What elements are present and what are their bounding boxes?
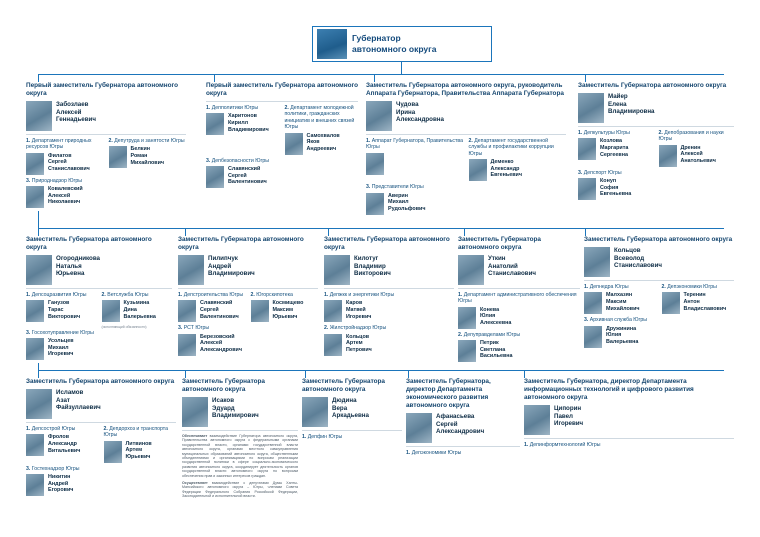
connector-drop-2-2	[185, 228, 186, 236]
person-name: Кузьмина Дина Валерьевна	[123, 300, 156, 320]
connector-bus-1	[38, 74, 724, 75]
deputy-card[interactable]	[324, 236, 454, 359]
divider	[302, 430, 402, 431]
divider	[584, 280, 734, 281]
person-name: Космищево Максим Юрьевич	[272, 300, 304, 320]
card-title: Заместитель Губернатора, директор Департамента экономического развития автономного округа	[406, 378, 491, 409]
person-name: Чудова Ирина Александровна	[396, 101, 444, 124]
person[interactable]	[26, 153, 104, 175]
person[interactable]	[206, 166, 358, 188]
person[interactable]	[102, 300, 173, 322]
card-title: Заместитель Губернатора автономного округа	[182, 378, 265, 393]
connector-drop-3-2	[185, 370, 186, 378]
department-label[interactable]: 3. Гостехнадзор Югры	[26, 465, 80, 472]
department-column	[469, 138, 567, 184]
department-label[interactable]: 3. Депспорт Югры	[578, 169, 622, 176]
person-photo	[366, 153, 384, 175]
person-name: Фролов Александр Витальевич	[48, 434, 81, 454]
person-photo	[578, 178, 596, 200]
deputy-card[interactable]	[302, 378, 402, 442]
department-label[interactable]: 3. Госохотуправление Югры	[26, 329, 94, 336]
person-name: Теренин Антон Владиславович	[683, 292, 727, 312]
department-columns	[584, 284, 734, 317]
person-photo	[26, 186, 44, 208]
department-column	[578, 130, 654, 170]
governor-title-line1: Губернатор	[352, 33, 401, 43]
department-column	[406, 450, 520, 456]
connector-trunk	[401, 62, 402, 74]
department-column	[109, 138, 187, 178]
department-column	[285, 105, 359, 158]
divider	[26, 288, 172, 289]
person[interactable]	[458, 255, 580, 285]
person-name: Килотуг Владимир Викторович	[354, 255, 391, 278]
person[interactable]	[178, 334, 318, 356]
department-label[interactable]: 1. Депсострой Югры	[26, 426, 76, 432]
department-column	[302, 434, 402, 440]
department-column	[458, 292, 580, 329]
deputy-card[interactable]	[182, 378, 298, 499]
person-photo	[662, 292, 680, 314]
card-title: Заместитель Губернатора автономного округа	[458, 236, 541, 251]
card-note-2: Осуществляет взаимодействие с депутатами Думы Ханты-Мансийского автономного округа – Югры, членами Совета Федерации Федерального Собрания Российской Федерации, Законодательной и исполнительной власти.	[182, 481, 298, 499]
department-column	[102, 292, 173, 330]
deputy-card[interactable]	[206, 82, 358, 191]
department-column	[26, 178, 186, 208]
person[interactable]	[524, 405, 734, 435]
person-photo	[458, 307, 476, 329]
department-label[interactable]: 1. Департамент административного обеспечения Югры	[458, 292, 577, 305]
person-photo	[469, 159, 487, 181]
department-column	[366, 184, 566, 214]
person[interactable]	[285, 133, 359, 155]
card-title: Заместитель Губернатора, директор Департамента информационных технологий и цифрового развития автономного округа	[524, 378, 694, 401]
department-label[interactable]: 1. Депжкк и энергетики Югры	[324, 292, 395, 298]
person-name: Конева Юлия Алексеевна	[480, 306, 512, 326]
person-photo	[251, 300, 269, 322]
deputy-card[interactable]	[178, 236, 318, 359]
person-photo	[26, 153, 44, 175]
card-title: Заместитель Губернатора автономного округа	[578, 82, 727, 89]
person[interactable]	[206, 113, 280, 135]
person[interactable]	[458, 340, 580, 362]
person[interactable]	[324, 255, 454, 285]
person-photo	[102, 300, 120, 322]
person-photo	[659, 145, 677, 167]
deputy-card[interactable]	[26, 82, 186, 211]
connector-drop-3-5	[524, 370, 525, 378]
person-photo	[26, 434, 44, 456]
department-column	[458, 332, 580, 362]
person[interactable]	[302, 397, 402, 427]
card-title: Заместитель Губернатора автономного округа	[324, 236, 450, 251]
person-name: Славянский Сергей Валентинович	[228, 166, 267, 186]
connector-drop-3-3	[305, 370, 306, 378]
deputy-card[interactable]	[524, 378, 734, 450]
person[interactable]	[26, 300, 97, 322]
person-photo	[406, 413, 432, 443]
department-columns	[26, 138, 186, 178]
person[interactable]	[366, 193, 566, 215]
person-name: Березовский Алексей Александрович	[200, 333, 242, 353]
person-photo	[324, 300, 342, 322]
connector-drop-3-4	[408, 370, 409, 378]
department-label[interactable]: 2. Югорскипотека	[250, 292, 293, 298]
department-label[interactable]: 2. Депэкономики Югры	[661, 284, 717, 290]
department-label[interactable]: 2. Жилстройнадзор Югры	[324, 325, 387, 332]
department-label[interactable]: 2. Депобразования и науки Югры	[658, 130, 724, 143]
person-photo	[26, 300, 44, 322]
department-label[interactable]: 3. Природнадзор Югры	[26, 177, 83, 184]
person[interactable]	[26, 255, 172, 285]
person[interactable]	[578, 138, 654, 160]
person-name: Аверин Михаил Рудольфович	[388, 192, 426, 212]
department-column	[26, 466, 176, 496]
person-photo	[366, 193, 384, 215]
person-name: Самохвалов Яков Андреевич	[306, 132, 340, 152]
person-name: Козлова Маргарита Сергеевна	[600, 138, 629, 158]
person-photo	[26, 101, 52, 131]
governor-title	[352, 33, 436, 55]
department-column	[251, 292, 319, 325]
department-columns	[178, 292, 318, 325]
person-name: Никитин Андрей Егорович	[48, 474, 74, 494]
person-photo	[458, 340, 476, 362]
divider	[182, 430, 298, 431]
department-label[interactable]: 2. Ветслужба Югры	[101, 292, 149, 298]
card-note: Обеспечивает взаимодействие Губернатора автономного округа, Правительства автономного округа с федеральными органами государственной власти, органами государственной власти автономного округа, органами местного самоуправления муниципальных образований автономного округа, общественными объединениями и организациями по вопросам реализации государственной политики в сфере социально-экономического развития автономного округа, координирует деятельность органов государственной власти автономного округа по вопросам обеспечения прав и законных интересов граждан.	[182, 434, 298, 478]
person[interactable]	[26, 389, 176, 419]
person-photo	[584, 326, 602, 348]
department-column	[366, 138, 464, 184]
person[interactable]	[26, 101, 186, 131]
department-label[interactable]: 1. Депэкономики Югры	[406, 450, 462, 456]
department-label[interactable]: 2. Департамент молодежной политики, гражданских инициатив и внешних связей Югры	[284, 105, 355, 131]
department-columns	[26, 292, 172, 330]
department-column	[178, 292, 246, 325]
person-name: Малхазян Максим Михайлович	[606, 292, 640, 312]
department-column	[324, 325, 454, 355]
person[interactable]	[178, 300, 246, 322]
person[interactable]	[366, 153, 464, 175]
person[interactable]	[182, 397, 298, 427]
person-photo	[285, 133, 303, 155]
department-columns	[206, 105, 358, 158]
person-name: Каров Матвей Игоревич	[346, 300, 372, 320]
department-label[interactable]: 1. Депстроительства Югры	[178, 292, 244, 298]
person-photo	[26, 255, 52, 285]
person-photo	[26, 389, 52, 419]
department-label[interactable]: 3. Представители Югры	[366, 184, 424, 191]
deputy-card[interactable]	[458, 236, 580, 365]
person-photo	[366, 101, 392, 131]
department-label[interactable]: 1. Депкультуры Югры	[578, 130, 630, 136]
connector-drop-3	[374, 74, 375, 82]
person-name: Усольцев Михаил Игоревич	[48, 338, 74, 358]
person[interactable]	[178, 255, 318, 285]
person-name: Забозлаев Алексей Геннадьевич	[56, 101, 96, 124]
person-photo	[104, 441, 122, 463]
department-label[interactable]: 1. Депполитики Югры	[206, 105, 259, 111]
connector-drop-2	[214, 74, 215, 82]
person-name: Конуп София Евгеньевна	[600, 178, 632, 198]
deputy-card[interactable]	[578, 82, 734, 203]
divider	[524, 438, 734, 439]
person-photo	[178, 255, 204, 285]
card-title: Заместитель Губернатора автономного округа	[178, 236, 304, 251]
person[interactable]	[366, 101, 566, 131]
department-label[interactable]: 2. Депутруда и занятости Югры	[108, 138, 185, 144]
department-label[interactable]: 1. Депнедра Югры	[584, 284, 629, 290]
department-label[interactable]: 1. Депсоцразвития Югры	[26, 292, 87, 298]
department-label[interactable]: 3. РСТ Югры	[178, 325, 210, 332]
deputy-card[interactable]	[366, 82, 566, 218]
department-column	[26, 426, 99, 466]
person[interactable]	[458, 307, 580, 329]
department-column	[584, 317, 734, 347]
person-photo	[178, 300, 196, 322]
governor-photo	[317, 29, 347, 59]
person-name: Филатов Сергей Станиславович	[48, 152, 90, 172]
connector-bus-3	[38, 370, 724, 371]
department-columns	[578, 130, 734, 170]
department-label[interactable]: 3. Архивная служба Югры	[584, 317, 648, 324]
person[interactable]	[324, 300, 454, 322]
connector-drop-2-3	[328, 228, 329, 236]
person[interactable]	[584, 326, 734, 348]
person[interactable]	[109, 146, 187, 168]
department-column	[206, 158, 358, 188]
person-name: Ковалевский Алексей Николаевич	[48, 186, 83, 206]
person-photo	[324, 255, 350, 285]
person-name: Петрик Светлана Васильевна	[480, 340, 513, 360]
department-column	[662, 284, 735, 317]
person-name: Белкин Роман Михайлович	[130, 146, 165, 166]
person[interactable]	[584, 247, 734, 277]
divider	[406, 446, 520, 447]
divider	[578, 126, 734, 127]
person-photo	[524, 405, 550, 435]
person-photo	[178, 334, 196, 356]
person-name: Исаков Эдуард Владимирович	[212, 397, 259, 420]
person-photo	[182, 397, 208, 427]
department-column	[178, 325, 318, 355]
card-title: Заместитель Губернатора автономного округа	[584, 236, 733, 243]
deputy-card[interactable]	[406, 378, 520, 458]
person-photo	[26, 338, 44, 360]
person-name: Дружинина Юлия Валерьевна	[606, 325, 639, 345]
person-photo	[302, 397, 328, 427]
connector-bus-2	[38, 228, 724, 229]
divider	[366, 134, 566, 135]
card-title: Первый заместитель Губернатора автономного округа	[206, 82, 358, 97]
card-title: Первый заместитель Губернатора автономного округа	[26, 82, 178, 97]
person-photo	[458, 255, 484, 285]
person[interactable]	[584, 292, 657, 314]
deputy-card[interactable]	[584, 236, 734, 351]
person[interactable]	[26, 338, 172, 360]
person-name: Ципорин Павел Игоревич	[554, 405, 584, 428]
department-label[interactable]: 1. Аппарат Губернатора, Правительства Югры	[366, 138, 463, 151]
divider	[178, 288, 318, 289]
person[interactable]	[251, 300, 319, 322]
department-column	[26, 292, 97, 330]
department-column	[584, 284, 657, 317]
person-photo	[584, 247, 610, 277]
person-photo	[206, 166, 224, 188]
person-name: Харитонов Кирилл Владимирович	[228, 113, 269, 133]
department-columns	[26, 426, 176, 466]
person-name: Литвинов Артем Юрьевич	[125, 440, 152, 460]
person[interactable]	[26, 474, 176, 496]
governor-title-line2: автономного округа	[352, 44, 437, 54]
divider	[324, 288, 454, 289]
connector-drop-3-1	[38, 370, 39, 378]
person-name: Дренин Алексей Анатольевич	[680, 144, 716, 164]
connector-drop-2-4	[464, 228, 465, 236]
person-name: Дюдина Вера Аркадьевна	[332, 397, 369, 420]
person-photo	[26, 474, 44, 496]
divider	[206, 101, 358, 102]
deputy-card[interactable]	[26, 378, 176, 499]
department-column	[524, 442, 734, 448]
department-label[interactable]: 3. Депбезопасности Югры	[206, 157, 269, 164]
department-label[interactable]: 1. Департамент природных ресурсов Югры	[26, 138, 92, 151]
connector-drop-2-5	[585, 228, 586, 236]
person-name: Деменко Александр Евгеньевич	[490, 159, 522, 179]
divider	[458, 288, 580, 289]
person[interactable]	[324, 334, 454, 356]
person[interactable]	[26, 434, 99, 456]
department-columns	[366, 138, 566, 184]
department-column	[578, 170, 734, 200]
person-photo	[578, 93, 604, 123]
department-column	[659, 130, 735, 170]
governor-node[interactable]	[312, 26, 492, 62]
person[interactable]	[104, 441, 177, 463]
person-name: Уткин Анатолий Станиславович	[488, 255, 536, 278]
department-column	[206, 105, 280, 158]
person-photo	[578, 138, 596, 160]
person-photo	[206, 113, 224, 135]
card-title: Заместитель Губернатора автономного округа	[26, 236, 152, 251]
person[interactable]	[26, 186, 186, 208]
person-name: Кольцов Всеволод Станиславович	[614, 247, 662, 270]
person-name: Майер Елена Владимировна	[608, 93, 655, 116]
department-column	[324, 292, 454, 322]
deputy-card[interactable]	[26, 236, 172, 363]
person[interactable]	[659, 145, 735, 167]
connector-drop-1	[38, 74, 39, 82]
department-column	[26, 138, 104, 178]
department-label[interactable]: 1. Депфин Югры	[302, 434, 343, 440]
department-label[interactable]: 2. Депдорхоз и транспорта Югры	[103, 426, 169, 439]
person-name: Ганузов Тарас Викторович	[48, 300, 81, 320]
person-name: Афанасьева Сергей Александрович	[436, 413, 485, 436]
person[interactable]	[662, 292, 735, 314]
person-photo	[324, 334, 342, 356]
card-title: Заместитель Губернатора автономного округа	[26, 378, 175, 385]
person-name: Огородникова Наталья Юрьевна	[56, 255, 100, 278]
person-caption: (исполняющий обязанности)	[101, 325, 147, 330]
department-label[interactable]: 2. Депуправделами Югры	[458, 331, 521, 338]
department-label[interactable]: 2. Департамент государственной службы и профилактики коррупции Югры	[468, 138, 554, 157]
department-column	[26, 330, 172, 360]
person-name: Славянский Сергей Валентинович	[200, 300, 239, 320]
person-name: Исламов Азат Файзуллаевич	[56, 389, 101, 412]
card-title: Заместитель Губернатора автономного округа, руководитель Аппарата Губернатора, Правительства Аппарата Губернатора	[366, 82, 564, 97]
divider	[26, 134, 186, 135]
department-label[interactable]: 1. Депинформтехнологий Югры	[524, 442, 601, 448]
divider	[26, 422, 176, 423]
person[interactable]	[469, 159, 567, 181]
department-column	[104, 426, 177, 466]
person[interactable]	[406, 413, 520, 443]
person[interactable]	[578, 93, 734, 123]
card-title: Заместитель Губернатора автономного округа	[302, 378, 385, 393]
person-name: Кольцов Артем Петрович	[346, 333, 372, 353]
connector-drop-4	[585, 74, 586, 82]
person[interactable]	[578, 178, 734, 200]
person-name: Пилипчук Андрей Владимирович	[208, 255, 255, 278]
person-photo	[584, 292, 602, 314]
person-photo	[109, 146, 127, 168]
